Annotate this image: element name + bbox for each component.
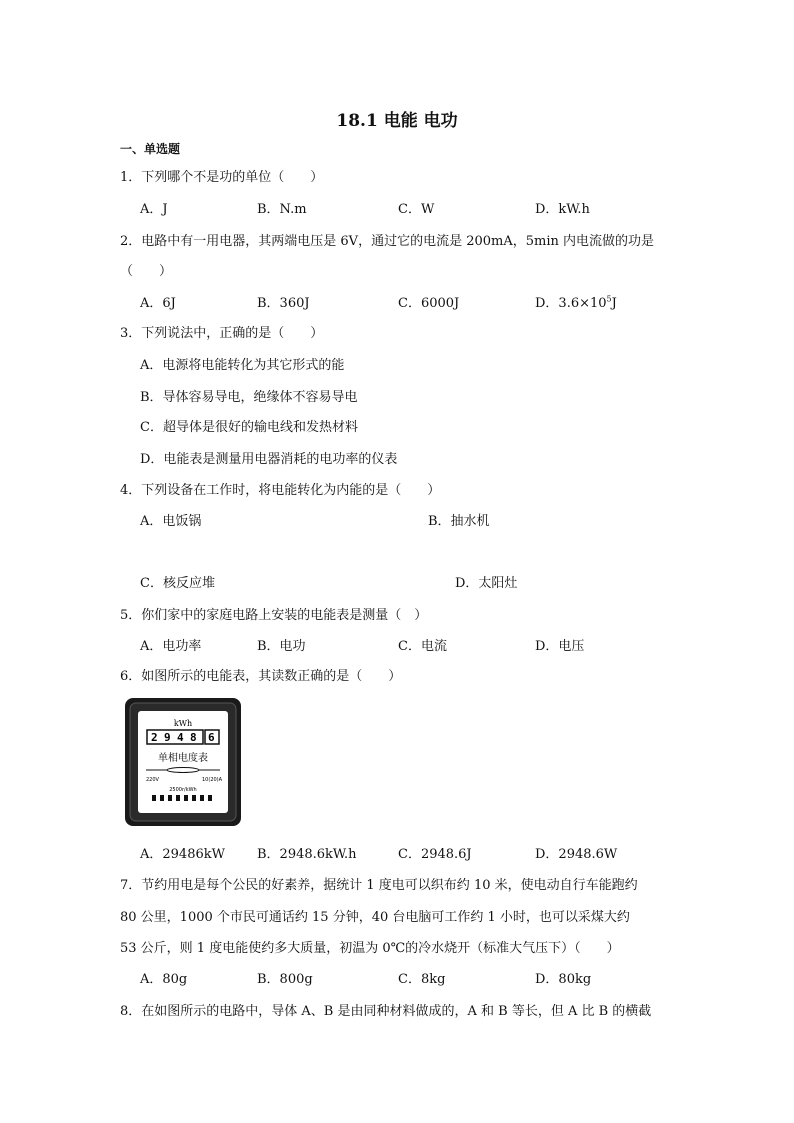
- question-3-option-c: C．超导体是很好的输电线和发热材料: [140, 420, 358, 435]
- question-2-option-d: D．$3.6\times 10^5J$: [535, 294, 617, 311]
- question-5-stem: 5．你们家中的家庭电路上安装的电能表是测量（ ）: [120, 608, 428, 623]
- question-1-option-d: D．kW.h: [535, 202, 590, 217]
- meter-name: 单相电度表: [158, 753, 208, 764]
- question-7-option-b: B．800g: [257, 972, 313, 987]
- page-title: 18.1 电能 电功: [336, 111, 458, 131]
- meter-rate: 2500r/kWh: [169, 787, 197, 793]
- question-3-option-d: D．电能表是测量用电器消耗的电功率的仪表: [140, 452, 398, 467]
- meter-digit: 2: [151, 731, 158, 744]
- question-3-stem: 3．下列说法中，正确的是（ ）: [120, 326, 324, 341]
- question-7-stem-line-2: 80 公里，1000 个市民可通话约 15 分钟，40 台电脑可工作约 1 小时，也可以采煤大约: [120, 910, 630, 925]
- meter-decimal-digit: 6: [208, 731, 215, 744]
- question-1-option-c: C．W: [398, 202, 435, 217]
- meter-current: 10(20)A: [202, 777, 223, 783]
- meter-digit: 9: [164, 731, 171, 744]
- question-7-option-d: D．80kg: [535, 972, 592, 987]
- question-7-option-a: A．80g: [140, 972, 188, 987]
- question-7-stem-line-1: 7．节约用电是每个公民的好素养，据统计 1 度电可以织布约 10 米，使电动自行车能跑约: [120, 878, 638, 893]
- question-2-option-b: B．360J: [257, 296, 310, 311]
- question-6-option-b: B．2948.6kW.h: [257, 847, 357, 862]
- question-2-stem-line-2: （ ）: [120, 264, 173, 279]
- question-6-option-a: A．29486kW: [140, 847, 225, 862]
- question-1-option-a: A．J: [140, 202, 168, 217]
- question-6-option-d: D．2948.6W: [535, 847, 618, 862]
- question-4-option-d: D．太阳灶: [455, 576, 518, 591]
- question-2-option-a: A．6J: [140, 296, 176, 311]
- question-3-option-a: A．电源将电能转化为其它形式的能: [140, 358, 345, 373]
- question-5-option-b: B．电功: [257, 639, 306, 654]
- question-4-option-a: A．电饭锅: [140, 514, 202, 529]
- electric-meter-figure: [124, 697, 242, 827]
- question-5-option-d: D．电压: [535, 639, 585, 654]
- question-5-option-c: C．电流: [398, 639, 447, 654]
- meter-digit: 8: [190, 731, 197, 744]
- meter-unit-label: kWh: [173, 719, 193, 728]
- question-7-option-c: C．8kg: [398, 972, 446, 987]
- section-heading: 一、单选题: [120, 142, 181, 156]
- question-5-option-a: A．电功率: [140, 639, 202, 654]
- question-2-option-c: C．6000J: [398, 296, 460, 311]
- question-1-stem: 1．下列哪个不是功的单位（ ）: [120, 170, 324, 185]
- meter-voltage: 220V: [146, 777, 159, 783]
- meter-digit: 4: [177, 731, 184, 744]
- question-2-stem-line-1: 2．电路中有一用电器，其两端电压是 6V，通过它的电流是 200mA，5min 内电流做的功是: [120, 234, 654, 249]
- question-4-stem: 4．下列设备在工作时，将电能转化为内能的是（ ）: [120, 483, 441, 498]
- question-4-option-b: B．抽水机: [428, 514, 490, 529]
- question-8-stem: 8．在如图所示的电路中，导体 A、B 是由同种材料做成的，A 和 B 等长，但 A 比 B 的横截: [120, 1004, 652, 1019]
- question-4-option-c: C．核反应堆: [140, 576, 215, 591]
- question-6-stem: 6．如图所示的电能表，其读数正确的是（ ）: [120, 669, 402, 684]
- question-3-option-b: B．导体容易导电，绝缘体不容易导电: [140, 390, 358, 405]
- question-6-option-c: C．2948.6J: [398, 847, 472, 862]
- question-7-stem-line-3: 53 公斤，则 1 度电能使约多大质量，初温为 0℃的冷水烧开（标准大气压下）（ ）: [120, 941, 620, 956]
- question-1-option-b: B．N.m: [257, 202, 307, 217]
